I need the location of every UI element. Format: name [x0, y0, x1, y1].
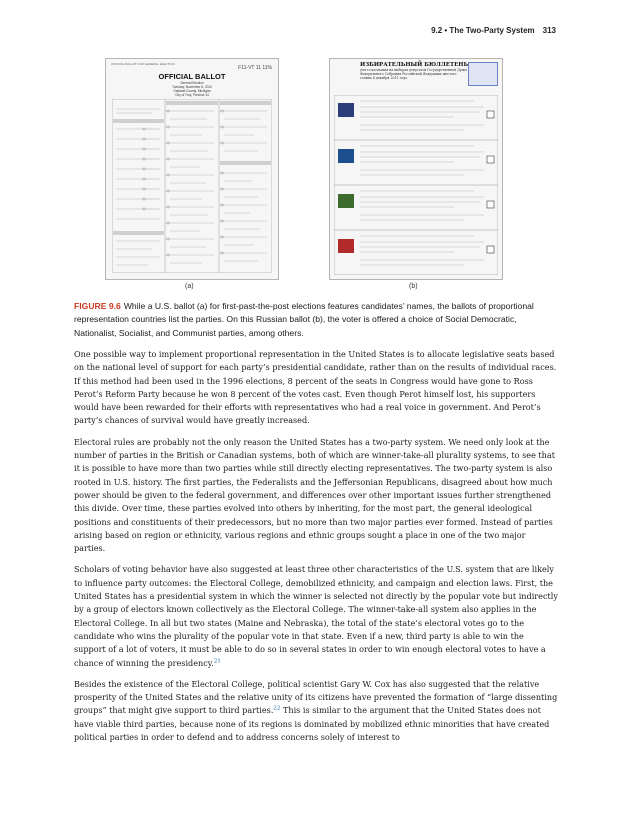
us-ballot-subtitle-line: General Election — [180, 81, 204, 85]
paragraph — [74, 563, 558, 669]
paragraph-text: Electoral rules are probably not the only reason the United States has a two-party system. We need only look at the number of parties in the British or Canadian systems, both of which are winner-take-all plurality systems, to see that it is possible to have more than two parties while still directly electing representatives. The two-party system is also rooted in U.S. history. The first parties, the Federalists and the Jeffersonian Republicans, disagreed about how much power should be given to the federal government, and differences over other important issues further strengthened this divide. Over time, these parties evolved into others by inheriting, for the most part, the general ideological positions and constituents of their predecessors, but no more than two major parties ever formed. Instead of parties arising based on region or ethnicity, various regions and ethnic groups sought a place in one of the two major parties. — [74, 436, 555, 554]
running-head — [431, 26, 556, 35]
figure-ballots — [105, 58, 535, 296]
paragraph — [74, 348, 558, 428]
body-text — [74, 348, 558, 752]
paragraph-text-continued: This is similar to the argument that the United States does not have viable third parties, because none of its regions is dominated by mobilized ethnic minorities that have created political parties in order to defend and to address concerns solely of interest to — [74, 705, 550, 743]
paragraph-text: Besides the existence of the Electoral College, political scientist Gary W. Cox has also suggested that the relative prosperity of the United States and the relative unity of its citizens have prevented the formation of “large dissenting groups” that might give support to third parties. — [74, 678, 558, 716]
us-ballot-code: F11-VT 11 11% — [238, 65, 272, 71]
running-head-section: 9.2 • The Two-Party System — [431, 26, 535, 35]
figure-caption-text: While a U.S. ballot (a) for first-past-the-post elections features candidates’ names, the ballots of proportional representation countries list the parties. On this Russian ballot (b), the voter is offered a choice of Social Democratic, Nationalist, Socialist, and Communist parties, among others. — [74, 301, 534, 338]
paragraph-text: Scholars of voting behavior have also suggested at least three other characteristics of the U.S. system that are likely to influence party outcomes: the Electoral College, demobilized ethnicity, and campaign and election laws. First, the United States has a presidential system in which the winner is selected not directly by the popular vote but indirectly by a group of electors known collectively as the Electoral College. The winner-take-all system also applies in the Electoral College. In all but two states (Maine and Nebraska), the total of the state’s electoral votes go to the candidate who wins the plurality of the popular vote in that state. Even if a new, third party is able to win the support of a lot of voters, it must be able to do so in several states in order to win enough electoral votes to have a chance of winning the presidency. — [74, 564, 558, 668]
page-number: 313 — [542, 26, 556, 35]
figure-label-a: (a) — [185, 283, 194, 290]
russian-ballot-image — [329, 58, 503, 280]
russian-ballot-subtitle: для голосования на выборах депутатов Государственной Думы Федерального Собрания Российской Федерации шестого созыва 4 декабря 2011 года — [360, 68, 467, 80]
footnote-ref-22[interactable]: 22 — [273, 705, 281, 712]
ballot-stamp-icon — [468, 62, 498, 86]
figure-caption — [74, 300, 558, 340]
us-ballot-header-line: OFFICIAL BALLOT FOR GENERAL ELECTION — [111, 62, 175, 66]
us-ballot-subtitle-line: Tuesday, November 6, 2012 — [172, 85, 212, 89]
us-ballot-subtitle-line: City of Troy, Precinct 14 — [175, 93, 209, 97]
us-ballot-columns-graphic — [112, 99, 272, 273]
us-ballot-image — [105, 58, 279, 280]
footnote-ref-21[interactable]: 21 — [213, 657, 221, 664]
us-ballot-subtitle-line: Oakland County, Michigan — [173, 89, 211, 93]
russian-ballot-title: ИЗБИРАТЕЛЬНЫЙ БЮЛЛЕТЕНЬ — [360, 62, 468, 68]
figure-label-b: (b) — [409, 283, 418, 290]
us-ballot-title: OFFICIAL BALLOT — [158, 72, 226, 81]
paragraph — [74, 436, 558, 556]
us-ballot-subtitle — [106, 81, 278, 97]
paragraph-text: One possible way to implement proportional representation in the United States is to allocate legislative seats based on the national level of support for each party’s presidential candidate, rather than on the results of individual races. If this method had been used in the 1996 elections, 8 percent of the seats in Congress would have gone to Ross Perot’s Reform Party because he won 8 percent of the votes cast. Even though Perot himself lost, his supporters would have been rewarded for their efforts with representatives who had a real voice in government. And Perot’s party’s chances of survival would have greatly increased. — [74, 349, 557, 426]
figure-number: FIGURE 9.6 — [74, 301, 121, 311]
paragraph — [74, 678, 558, 744]
russian-ballot-parties-graphic — [334, 95, 498, 275]
